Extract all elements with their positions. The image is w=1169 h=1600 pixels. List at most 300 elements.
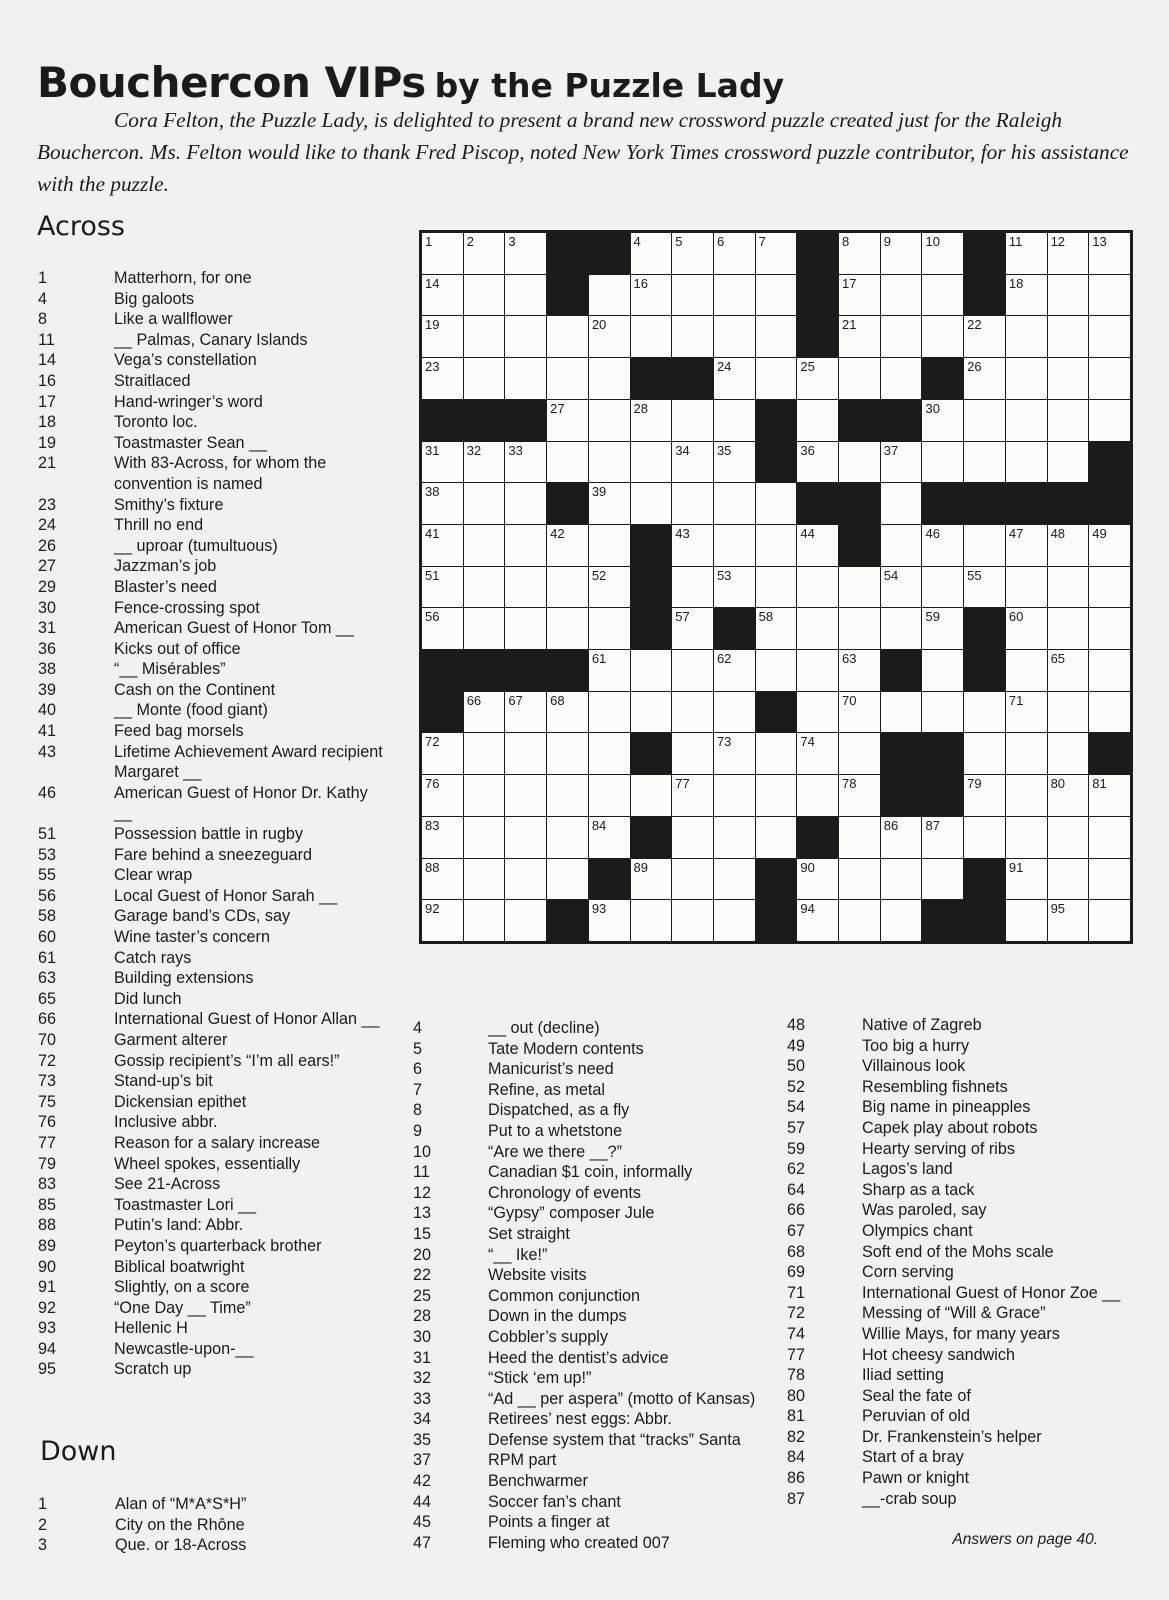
clue-number: 17	[38, 392, 57, 411]
grid-cell[interactable]	[797, 442, 838, 483]
grid-cell[interactable]	[589, 692, 630, 733]
grid-cell[interactable]	[672, 400, 713, 441]
grid-block	[631, 358, 672, 399]
grid-cell[interactable]	[1006, 400, 1047, 441]
grid-cell[interactable]	[839, 817, 880, 858]
grid-cell[interactable]	[1006, 525, 1047, 566]
grid-cell[interactable]	[922, 650, 963, 691]
grid-cell[interactable]	[1089, 900, 1130, 941]
grid-cell[interactable]	[547, 775, 588, 816]
clue-number: 1	[38, 1495, 48, 1513]
grid-cell[interactable]	[839, 316, 880, 357]
grid-cell[interactable]	[839, 275, 880, 316]
grid-cell[interactable]	[714, 358, 755, 399]
grid-cell[interactable]	[464, 525, 505, 566]
grid-cell[interactable]	[589, 650, 630, 691]
clue-number: 18	[38, 413, 57, 432]
grid-cell[interactable]	[631, 442, 672, 483]
grid-cell[interactable]	[464, 275, 505, 316]
grid-cell[interactable]	[672, 442, 713, 483]
grid-cell[interactable]	[631, 775, 672, 816]
grid-cell[interactable]	[714, 650, 755, 691]
grid-cell[interactable]	[881, 442, 922, 483]
cell-number: 80	[1050, 776, 1066, 792]
grid-cell[interactable]	[422, 567, 463, 608]
grid-cell[interactable]	[505, 608, 546, 649]
grid-cell[interactable]	[881, 316, 922, 357]
grid-cell[interactable]	[1089, 567, 1130, 608]
grid-cell[interactable]	[589, 275, 630, 316]
grid-cell[interactable]	[756, 817, 797, 858]
grid-cell[interactable]	[505, 275, 546, 316]
grid-cell[interactable]	[672, 650, 713, 691]
grid-cell[interactable]	[756, 275, 797, 316]
clue-number: 70	[38, 1030, 57, 1049]
grid-cell[interactable]	[714, 233, 755, 274]
grid-cell[interactable]	[422, 733, 463, 774]
grid-cell[interactable]	[1006, 358, 1047, 399]
clue-text: Hand-wringer’s word	[114, 392, 263, 411]
grid-cell[interactable]	[1048, 567, 1089, 608]
grid-cell[interactable]	[881, 859, 922, 900]
grid-cell[interactable]	[505, 442, 546, 483]
grid-cell[interactable]	[922, 233, 963, 274]
grid-cell[interactable]	[756, 358, 797, 399]
grid-cell[interactable]	[881, 608, 922, 649]
grid-cell[interactable]	[589, 900, 630, 941]
grid-cell[interactable]	[881, 483, 922, 524]
grid-cell[interactable]	[547, 358, 588, 399]
cell-number: 8	[842, 234, 850, 249]
grid-cell[interactable]	[422, 275, 463, 316]
grid-cell[interactable]	[714, 775, 755, 816]
grid-cell[interactable]	[1089, 358, 1130, 399]
grid-cell[interactable]	[964, 316, 1005, 357]
clue-item	[38, 989, 388, 1010]
grid-cell[interactable]	[1048, 316, 1089, 357]
grid-cell[interactable]	[422, 316, 463, 357]
grid-cell[interactable]	[756, 316, 797, 357]
clue-item	[413, 1059, 773, 1080]
grid-cell[interactable]	[547, 692, 588, 733]
clue-item	[787, 1118, 1147, 1139]
clue-item	[787, 1221, 1147, 1242]
grid-cell[interactable]	[631, 400, 672, 441]
grid-cell[interactable]	[547, 442, 588, 483]
grid-cell[interactable]	[1006, 442, 1047, 483]
grid-cell[interactable]	[464, 316, 505, 357]
grid-cell[interactable]	[631, 316, 672, 357]
grid-cell[interactable]	[839, 608, 880, 649]
grid-cell[interactable]	[797, 567, 838, 608]
grid-cell[interactable]	[797, 358, 838, 399]
grid-cell[interactable]	[547, 817, 588, 858]
grid-cell[interactable]	[1089, 275, 1130, 316]
grid-block	[797, 233, 838, 274]
grid-cell[interactable]	[922, 316, 963, 357]
grid-cell[interactable]	[881, 692, 922, 733]
grid-cell[interactable]	[422, 900, 463, 941]
grid-cell[interactable]	[547, 525, 588, 566]
grid-cell[interactable]	[1006, 608, 1047, 649]
clue-item	[413, 1265, 773, 1286]
cell-number: 30	[925, 400, 940, 416]
grid-cell[interactable]	[631, 275, 672, 316]
grid-cell[interactable]	[672, 525, 713, 566]
grid-cell[interactable]	[797, 400, 838, 441]
clue-text: __ Monte (food giant)	[114, 701, 268, 720]
grid-cell[interactable]	[505, 733, 546, 774]
grid-cell[interactable]	[839, 442, 880, 483]
grid-cell[interactable]	[1006, 275, 1047, 316]
grid-cell[interactable]	[839, 859, 880, 900]
grid-cell[interactable]	[589, 775, 630, 816]
grid-cell[interactable]	[1089, 316, 1130, 357]
grid-cell[interactable]	[881, 817, 922, 858]
grid-cell[interactable]	[422, 775, 463, 816]
grid-cell[interactable]	[839, 650, 880, 691]
clue-item	[38, 371, 388, 392]
grid-cell[interactable]	[589, 567, 630, 608]
grid-cell[interactable]	[714, 817, 755, 858]
grid-cell[interactable]	[756, 483, 797, 524]
clue-item	[413, 1100, 773, 1121]
grid-cell[interactable]	[464, 567, 505, 608]
grid-cell[interactable]	[839, 775, 880, 816]
grid-cell[interactable]	[1089, 692, 1130, 733]
grid-cell[interactable]	[797, 733, 838, 774]
clue-text: Refine, as metal	[488, 1080, 605, 1099]
clue-item	[787, 1262, 1147, 1283]
grid-cell[interactable]	[756, 525, 797, 566]
grid-cell[interactable]	[1048, 233, 1089, 274]
title-main: Bouchercon VIPs	[37, 58, 426, 107]
clue-text: Tate Modern contents	[488, 1039, 644, 1058]
grid-cell[interactable]	[631, 900, 672, 941]
grid-cell[interactable]	[672, 608, 713, 649]
clue-number: 80	[787, 1386, 806, 1405]
grid-cell[interactable]	[1089, 525, 1130, 566]
grid-cell[interactable]	[797, 775, 838, 816]
grid-cell[interactable]	[505, 817, 546, 858]
grid-cell[interactable]	[714, 692, 755, 733]
grid-block	[839, 400, 880, 441]
grid-cell[interactable]	[756, 733, 797, 774]
grid-cell[interactable]	[589, 608, 630, 649]
grid-cell[interactable]	[714, 483, 755, 524]
grid-cell[interactable]	[714, 316, 755, 357]
grid-cell[interactable]	[922, 608, 963, 649]
grid-cell[interactable]	[589, 483, 630, 524]
grid-cell[interactable]	[964, 358, 1005, 399]
cell-number: 4	[633, 234, 641, 249]
cell-number: 33	[508, 442, 523, 458]
grid-cell[interactable]	[422, 358, 463, 399]
cell-number: 21	[842, 317, 857, 333]
clue-item	[38, 392, 388, 413]
grid-cell[interactable]	[714, 567, 755, 608]
grid-cell[interactable]	[964, 400, 1005, 441]
grid-cell[interactable]	[797, 692, 838, 733]
grid-cell[interactable]	[672, 483, 713, 524]
grid-cell[interactable]	[1006, 817, 1047, 858]
grid-cell[interactable]	[1006, 900, 1047, 941]
clue-number: 46	[38, 783, 57, 802]
grid-cell[interactable]	[881, 275, 922, 316]
grid-cell[interactable]	[422, 483, 463, 524]
grid-block	[922, 358, 963, 399]
grid-cell[interactable]	[1089, 400, 1130, 441]
grid-cell[interactable]	[714, 859, 755, 900]
grid-cell[interactable]	[505, 775, 546, 816]
grid-cell[interactable]	[672, 275, 713, 316]
grid-cell[interactable]	[1006, 233, 1047, 274]
grid-cell[interactable]	[1048, 358, 1089, 399]
grid-cell[interactable]	[714, 733, 755, 774]
grid-cell[interactable]	[464, 733, 505, 774]
grid-cell[interactable]	[1006, 692, 1047, 733]
clue-number: 1	[38, 269, 48, 287]
grid-cell[interactable]	[1048, 275, 1089, 316]
grid-cell[interactable]	[839, 358, 880, 399]
grid-cell[interactable]	[964, 525, 1005, 566]
grid-cell[interactable]	[1048, 400, 1089, 441]
grid-cell[interactable]	[505, 859, 546, 900]
grid-cell[interactable]	[797, 650, 838, 691]
grid-cell[interactable]	[1089, 775, 1130, 816]
grid-cell[interactable]	[964, 775, 1005, 816]
grid-cell[interactable]	[1048, 525, 1089, 566]
grid-cell[interactable]	[464, 817, 505, 858]
clue-text: Willie Mays, for many years	[862, 1324, 1060, 1343]
grid-cell[interactable]	[422, 608, 463, 649]
clue-number: 36	[38, 639, 57, 658]
crossword-grid[interactable]	[419, 230, 1133, 944]
clue-number: 40	[38, 701, 57, 720]
clue-text: Biblical boatwright	[114, 1257, 245, 1276]
grid-cell[interactable]	[589, 316, 630, 357]
grid-block	[589, 233, 630, 274]
grid-cell[interactable]	[881, 358, 922, 399]
grid-cell[interactable]	[1048, 859, 1089, 900]
grid-cell[interactable]	[464, 483, 505, 524]
grid-cell[interactable]	[672, 692, 713, 733]
grid-cell[interactable]	[1048, 900, 1089, 941]
grid-cell[interactable]	[631, 233, 672, 274]
grid-cell[interactable]	[464, 358, 505, 399]
cell-number: 41	[425, 525, 440, 541]
grid-cell[interactable]	[756, 567, 797, 608]
clue-text: Like a wallflower	[114, 310, 233, 329]
grid-cell[interactable]	[672, 733, 713, 774]
grid-cell[interactable]	[1089, 650, 1130, 691]
clue-number: 11	[38, 330, 55, 349]
grid-cell[interactable]	[505, 233, 546, 274]
grid-cell[interactable]	[839, 900, 880, 941]
grid-cell[interactable]	[881, 233, 922, 274]
clue-item	[413, 1348, 773, 1369]
clue-text: Kicks out of office	[114, 639, 241, 658]
grid-cell[interactable]	[547, 316, 588, 357]
grid-cell[interactable]	[1006, 775, 1047, 816]
grid-cell[interactable]	[631, 692, 672, 733]
grid-cell[interactable]	[1048, 650, 1089, 691]
clue-text: Dr. Frankenstein’s helper	[862, 1427, 1042, 1446]
clue-item	[38, 783, 388, 824]
grid-cell[interactable]	[1048, 608, 1089, 649]
grid-cell[interactable]	[589, 525, 630, 566]
grid-cell[interactable]	[1048, 692, 1089, 733]
grid-cell[interactable]	[547, 608, 588, 649]
grid-block	[839, 525, 880, 566]
grid-cell[interactable]	[1089, 817, 1130, 858]
grid-cell[interactable]	[1006, 733, 1047, 774]
clue-item	[38, 1092, 388, 1113]
grid-cell[interactable]	[672, 817, 713, 858]
grid-cell[interactable]	[714, 442, 755, 483]
grid-cell[interactable]	[505, 358, 546, 399]
grid-cell[interactable]	[1006, 567, 1047, 608]
grid-cell[interactable]	[547, 859, 588, 900]
clue-item	[38, 515, 388, 536]
grid-cell[interactable]	[1006, 859, 1047, 900]
grid-cell[interactable]	[797, 525, 838, 566]
cell-number: 48	[1050, 525, 1066, 541]
grid-cell[interactable]	[589, 733, 630, 774]
grid-cell[interactable]	[589, 358, 630, 399]
grid-cell[interactable]	[505, 525, 546, 566]
grid-cell[interactable]	[589, 400, 630, 441]
grid-cell[interactable]	[422, 817, 463, 858]
grid-cell[interactable]	[505, 316, 546, 357]
grid-cell[interactable]	[464, 442, 505, 483]
grid-cell[interactable]	[922, 400, 963, 441]
grid-cell[interactable]	[1048, 775, 1089, 816]
grid-cell[interactable]	[714, 900, 755, 941]
grid-cell[interactable]	[881, 900, 922, 941]
grid-cell[interactable]	[672, 775, 713, 816]
grid-cell[interactable]	[839, 233, 880, 274]
clue-item	[787, 1159, 1147, 1180]
grid-cell[interactable]	[505, 692, 546, 733]
grid-cell[interactable]	[505, 567, 546, 608]
grid-cell[interactable]	[756, 650, 797, 691]
grid-cell[interactable]	[422, 233, 463, 274]
grid-cell[interactable]	[964, 733, 1005, 774]
grid-cell[interactable]	[839, 733, 880, 774]
grid-cell[interactable]	[464, 233, 505, 274]
clue-item	[38, 1009, 388, 1030]
grid-cell[interactable]	[922, 567, 963, 608]
grid-cell[interactable]	[547, 400, 588, 441]
grid-cell[interactable]	[964, 817, 1005, 858]
grid-cell[interactable]	[589, 817, 630, 858]
grid-cell[interactable]	[714, 400, 755, 441]
grid-cell[interactable]	[464, 859, 505, 900]
grid-cell[interactable]	[464, 775, 505, 816]
clue-number: 53	[38, 845, 57, 864]
grid-cell[interactable]	[1089, 859, 1130, 900]
grid-cell[interactable]	[964, 442, 1005, 483]
grid-cell[interactable]	[714, 525, 755, 566]
grid-cell[interactable]	[589, 442, 630, 483]
grid-cell[interactable]	[881, 567, 922, 608]
grid-cell[interactable]	[672, 567, 713, 608]
grid-cell[interactable]	[714, 275, 755, 316]
grid-cell[interactable]	[839, 692, 880, 733]
grid-cell[interactable]	[547, 733, 588, 774]
clue-item	[787, 1077, 1147, 1098]
cell-number: 70	[842, 692, 857, 708]
grid-cell[interactable]	[756, 233, 797, 274]
grid-cell[interactable]	[672, 233, 713, 274]
grid-cell[interactable]	[922, 442, 963, 483]
grid-cell[interactable]	[464, 900, 505, 941]
grid-cell[interactable]	[631, 483, 672, 524]
grid-cell[interactable]	[631, 859, 672, 900]
clue-item	[38, 865, 388, 886]
grid-cell[interactable]	[922, 525, 963, 566]
grid-cell[interactable]	[1006, 650, 1047, 691]
grid-cell[interactable]	[1089, 233, 1130, 274]
grid-cell[interactable]	[1089, 608, 1130, 649]
clue-text: Set straight	[488, 1224, 570, 1243]
cell-number: 58	[758, 609, 774, 625]
grid-cell[interactable]	[672, 900, 713, 941]
grid-cell[interactable]	[922, 275, 963, 316]
clue-number: 71	[787, 1283, 806, 1302]
grid-cell[interactable]	[631, 650, 672, 691]
grid-cell[interactable]	[464, 608, 505, 649]
grid-cell[interactable]	[964, 692, 1005, 733]
grid-cell[interactable]	[422, 859, 463, 900]
grid-cell[interactable]	[797, 608, 838, 649]
grid-cell[interactable]	[505, 483, 546, 524]
grid-cell[interactable]	[672, 859, 713, 900]
clue-text: Retirees’ nest eggs: Abbr.	[488, 1410, 672, 1429]
grid-cell[interactable]	[672, 316, 713, 357]
grid-cell[interactable]	[547, 567, 588, 608]
grid-cell[interactable]	[1048, 442, 1089, 483]
grid-cell[interactable]	[422, 525, 463, 566]
grid-cell[interactable]	[464, 692, 505, 733]
grid-cell[interactable]	[797, 859, 838, 900]
grid-cell[interactable]	[881, 525, 922, 566]
clue-number: 65	[38, 989, 57, 1008]
clue-text: Olympics chant	[862, 1221, 973, 1240]
grid-cell[interactable]	[505, 900, 546, 941]
grid-cell[interactable]	[1048, 817, 1089, 858]
clue-item	[787, 1406, 1147, 1427]
clue-number: 62	[787, 1160, 806, 1179]
clue-item	[38, 412, 388, 433]
grid-cell[interactable]	[422, 442, 463, 483]
clue-number: 13	[413, 1204, 432, 1223]
grid-cell[interactable]	[756, 608, 797, 649]
grid-cell[interactable]	[1006, 316, 1047, 357]
grid-cell[interactable]	[839, 567, 880, 608]
grid-cell[interactable]	[964, 567, 1005, 608]
grid-cell[interactable]	[922, 817, 963, 858]
grid-cell[interactable]	[922, 859, 963, 900]
clue-number: 72	[787, 1304, 806, 1323]
clue-text: Seal the fate of	[862, 1386, 971, 1405]
grid-cell[interactable]	[922, 692, 963, 733]
grid-cell[interactable]	[797, 900, 838, 941]
grid-cell[interactable]	[756, 775, 797, 816]
grid-cell[interactable]	[1048, 733, 1089, 774]
clue-number: 77	[38, 1133, 57, 1152]
